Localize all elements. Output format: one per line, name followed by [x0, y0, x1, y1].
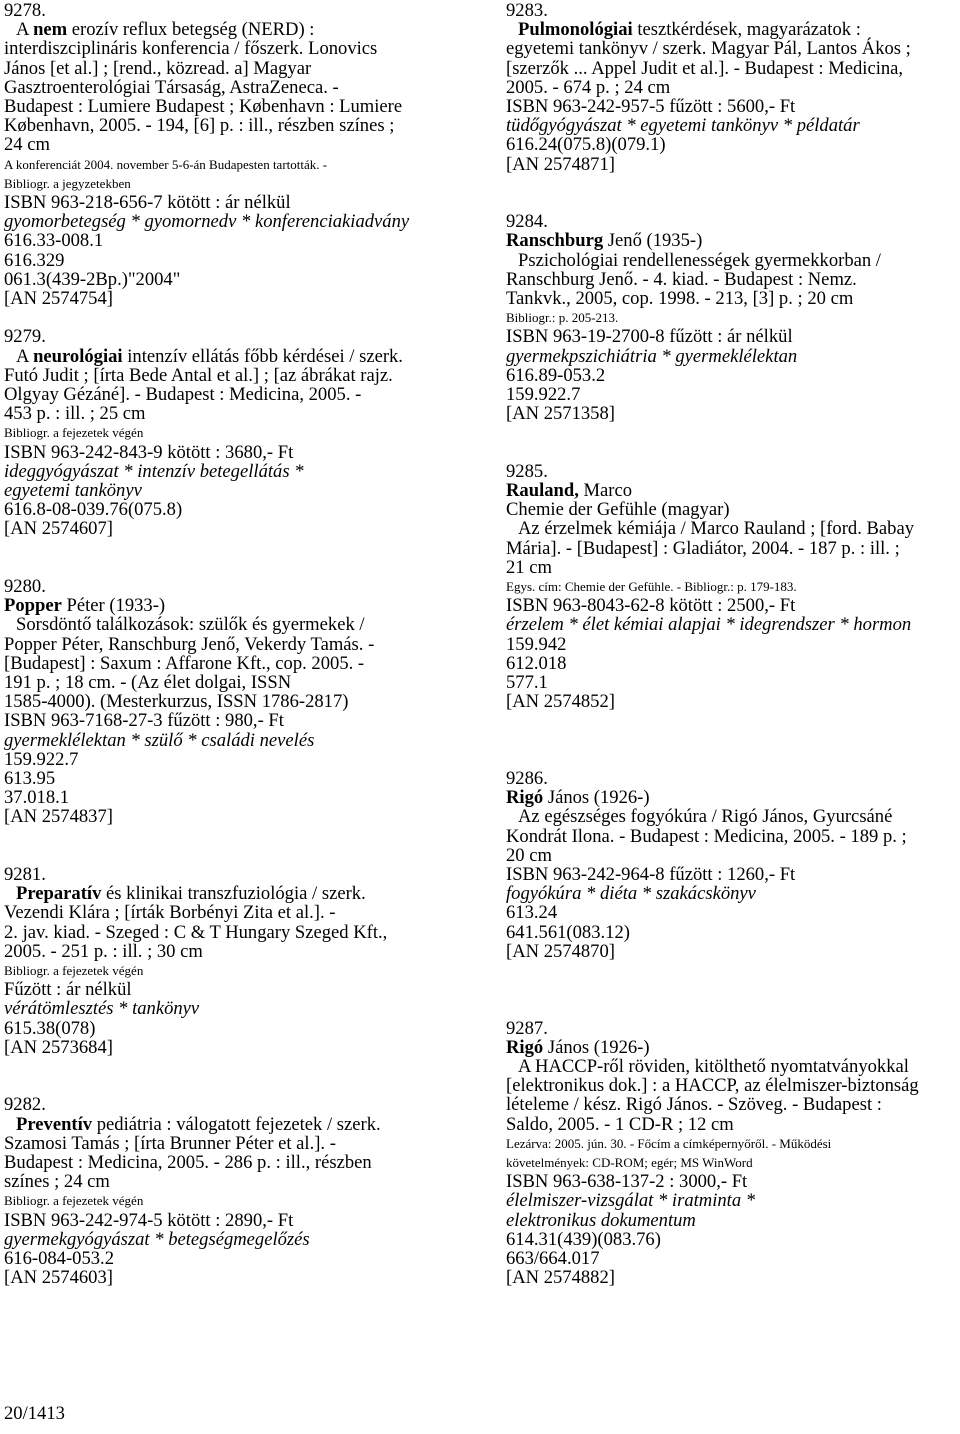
text-fragment: 616.8-08-039.76(075.8) [4, 499, 183, 521]
entry-line [506, 135, 958, 154]
text-fragment: lételeme / kész. Rigó János. - Szöveg. - Budapest : [506, 1094, 882, 1116]
entry-line [4, 884, 474, 903]
text-fragment: követelmények: CD-ROM; egér; MS WinWord [506, 1155, 753, 1171]
entry-line [4, 231, 474, 250]
text-fragment: 2005. - 674 p. ; 24 cm [506, 76, 671, 98]
entry-line [506, 78, 958, 97]
entry-number: 9281. [4, 864, 46, 886]
text-fragment: Bibliogr. a fejezetek végén [4, 425, 144, 441]
entry-line [4, 500, 474, 519]
text-fragment: Sorsdöntő találkozások: szülők és gyermekek / [16, 614, 365, 636]
text-fragment: A konferenciát 2004. november 5-6-án Budapesten tartották. - [4, 156, 328, 172]
entry-line [506, 942, 958, 961]
text-fragment: gyomorbetegség * gyomornedv * konferenciakiadvány [4, 211, 410, 233]
text-fragment: 21 cm [506, 556, 552, 578]
text-fragment: Bibliogr. a fejezetek végén [4, 963, 144, 979]
text-fragment: [AN 2574852] [506, 691, 615, 713]
entry-line [4, 289, 474, 308]
text-fragment: 641.561(083.12) [506, 921, 630, 943]
entry-line [4, 193, 474, 212]
entry-line [4, 385, 474, 404]
text-fragment: 616.329 [4, 249, 65, 271]
text-fragment: Az egészséges fogyókúra / Rigó János, Gyurcsáné [518, 806, 893, 828]
bibliographic-entry [4, 327, 474, 577]
text-fragment: Pszichológiai rendellenességek gyermekkorban / [518, 249, 881, 271]
text-fragment: 2. jav. kiad. - Szeged : C & T Hungary Szeged Kft., [4, 921, 388, 943]
entry-line [506, 1095, 958, 1114]
entry-line [4, 404, 474, 423]
text-fragment: intenzív ellátás főbb kérdései / szerk. [122, 345, 403, 367]
entry-line [506, 404, 958, 423]
entry-line [4, 980, 474, 999]
page-number: 20/1413 [4, 1403, 65, 1424]
entry-note [506, 1153, 958, 1172]
text-fragment: [szerzők ... Appel Judit et al.]. - Budapest : Medicina, [506, 57, 904, 79]
text-fragment: 453 p. : ill. ; 25 cm [4, 403, 146, 425]
entry-line [4, 251, 474, 270]
text-fragment: A HACCP-ről röviden, kitölthető nyomtatványokkal [518, 1056, 909, 1078]
bibliographic-entry [506, 1, 958, 212]
right-column [506, 1, 958, 1287]
text-fragment: Kondrát Ilona. - Budapest : Medicina, 2005. - 189 p. ; [506, 825, 907, 847]
text-fragment: [elektronikus dok.] : a HACCP, az élelmiszer-biztonság [506, 1075, 919, 1097]
text-fragment: [AN 2574871] [506, 153, 615, 175]
text-fragment: Popper Péter, Ranschburg Jenő, Vekerdy Tamás. - [4, 633, 375, 655]
entry-line [506, 692, 958, 711]
entry-spacer [4, 827, 474, 846]
text-fragment: 613.24 [506, 902, 558, 924]
entry-line [506, 673, 958, 692]
text-fragment: gyermeklélektan * szülő * családi nevelés [4, 729, 315, 751]
entry-line [506, 231, 958, 250]
entry-line [4, 270, 474, 289]
entry-heading-word: Preparatív [16, 883, 102, 905]
text-fragment: egyetemi tankönyv / szerk. Magyar Pál, Lantos Ákos ; [506, 38, 911, 60]
entry-line [4, 1268, 474, 1287]
text-fragment: Péter (1933-) [61, 595, 166, 617]
text-fragment: Ranschburg Jenő. - 4. kiad. - Budapest : Nemz. [506, 268, 857, 290]
text-fragment: Az érzelmek kémiája / Marco Rauland ; [ford. Babay [518, 518, 914, 540]
entry-subjects [506, 347, 958, 366]
entry-spacer [506, 174, 958, 193]
entry-subjects [506, 1191, 958, 1210]
entry-spacer [4, 558, 474, 577]
entry-heading-word: Ranschburg [506, 230, 604, 252]
text-fragment: 615.38(078) [4, 1017, 96, 1039]
text-fragment: 577.1 [506, 672, 548, 694]
entry-number: 9287. [506, 1017, 548, 1039]
text-fragment: Mária]. - [Budapest] : Gladiátor, 2004. - 187 p. : ill. ; [506, 537, 900, 559]
text-fragment: 612.018 [506, 652, 567, 674]
entry-line [506, 596, 958, 615]
entry-line [506, 289, 958, 308]
text-fragment: Fűzött : ár nélkül [4, 979, 132, 1001]
text-fragment: színes ; 24 cm [4, 1171, 110, 1193]
entry-line [506, 20, 958, 39]
entry-line [4, 788, 474, 807]
entry-line [4, 366, 474, 385]
entry-line [4, 807, 474, 826]
text-fragment: ISBN 963-242-957-5 fűzött : 5600,- Ft [506, 96, 796, 118]
entry-note [4, 174, 474, 193]
entry-spacer [506, 731, 958, 750]
entry-note [4, 961, 474, 980]
text-fragment: ISBN 963-242-964-8 fűzött : 1260,- Ft [506, 864, 796, 886]
entry-line [506, 635, 958, 654]
text-fragment: pediátria : válogatott fejezetek / szerk. [92, 1113, 381, 1135]
entry-line [4, 1249, 474, 1268]
entry-line [506, 1057, 958, 1076]
entry-line [506, 1115, 958, 1134]
text-fragment: ISBN 963-7168-27-3 fűzött : 980,- Ft [4, 710, 284, 732]
entry-line [506, 500, 958, 519]
text-fragment: erozív reflux betegség (NERD) : [67, 19, 315, 41]
entry-spacer [506, 193, 958, 212]
text-fragment: János (1926-) [543, 787, 650, 809]
entry-line [506, 39, 958, 58]
entry-heading-word: nem [33, 19, 68, 41]
entry-spacer [4, 1057, 474, 1076]
entry-subjects [4, 481, 474, 500]
entry-spacer [506, 961, 958, 980]
text-fragment: ISBN 963-638-137-2 : 3000,- Ft [506, 1171, 748, 1193]
text-fragment: tüdőgyógyászat * egyetemi tankönyv * példatár [506, 115, 860, 137]
text-fragment: 613.95 [4, 768, 56, 790]
text-fragment: 1585-4000). (Mesterkurzus, ISSN 1786-2817) [4, 691, 349, 713]
entry-line [506, 654, 958, 673]
text-fragment: ISBN 963-242-974-5 kötött : 2890,- Ft [4, 1209, 294, 1231]
text-fragment: ISBN 963-19-2700-8 fűzött : ár nélkül [506, 326, 793, 348]
entry-line [4, 654, 474, 673]
text-fragment: 614.31(439)(083.76) [506, 1228, 661, 1250]
bibliographic-entry [506, 769, 958, 1019]
text-fragment: gyermekpszichiátria * gyermeklélektan [506, 345, 798, 367]
entry-note [506, 1134, 958, 1153]
entry-note [506, 577, 958, 596]
text-fragment: Chemie der Gefühle (magyar) [506, 499, 730, 521]
text-fragment: egyetemi tankönyv [4, 480, 142, 502]
entry-line [4, 769, 474, 788]
text-fragment: [AN 2574837] [4, 806, 113, 828]
entry-line [4, 519, 474, 538]
entry-heading-word: Rauland, [506, 480, 579, 502]
entry-line [4, 97, 474, 116]
text-fragment: A [16, 19, 34, 41]
entry-line [506, 1249, 958, 1268]
entry-subjects [4, 1230, 474, 1249]
entry-heading-word: Pulmonológiai [518, 19, 633, 41]
text-fragment: Olgyay Gézáné]. - Budapest : Medicina, 2005. - [4, 384, 362, 406]
entry-subjects [4, 462, 474, 481]
text-fragment: 191 p. ; 18 cm. - (Az élet dolgai, ISSN [4, 672, 292, 694]
entry-note [506, 308, 958, 327]
entry-line [506, 827, 958, 846]
entry-line [4, 39, 474, 58]
entry-spacer [506, 443, 958, 462]
entry-line [4, 923, 474, 942]
entry-number: 9279. [4, 326, 46, 348]
text-fragment: 663/664.017 [506, 1248, 600, 1270]
text-fragment: Bibliogr. a fejezetek végén [4, 1193, 144, 1209]
bibliographic-entry [4, 1, 474, 327]
entry-line [4, 78, 474, 97]
text-fragment: [AN 2574882] [506, 1267, 615, 1289]
entry-line [4, 1115, 474, 1134]
entry-line [4, 711, 474, 730]
text-fragment: Gasztroenterológiai Társaság, AstraZeneca. - [4, 76, 339, 98]
text-fragment: 616-084-053.2 [4, 1248, 115, 1270]
entry-spacer [506, 423, 958, 442]
entry-line [4, 116, 474, 135]
entry-line [4, 1172, 474, 1191]
entry-line [4, 750, 474, 769]
text-fragment: 616.33-008.1 [4, 230, 104, 252]
text-fragment: Bibliogr.: p. 205-213. [506, 310, 619, 326]
text-fragment: [AN 2574870] [506, 940, 615, 962]
entry-note [4, 155, 474, 174]
bibliographic-entry [506, 462, 958, 769]
entry-line [506, 846, 958, 865]
text-fragment: 20 cm [506, 844, 552, 866]
text-fragment: tesztkérdések, magyarázatok : [632, 19, 861, 41]
entry-line [506, 1038, 958, 1057]
text-fragment: János [et al.] ; [rend., közread. a] Magyar [4, 57, 312, 79]
entry-number: 9286. [506, 768, 548, 790]
text-fragment: Lezárva: 2005. jún. 30. - Főcím a címképernyőről. - Működési [506, 1135, 832, 1151]
entry-line [506, 903, 958, 922]
text-fragment: ISBN 963-242-843-9 kötött : 3680,- Ft [4, 441, 294, 463]
text-fragment: A [16, 345, 34, 367]
bibliographic-entry [4, 865, 474, 1095]
text-fragment: interdiszciplináris konferencia / főszerk. Lonovics [4, 38, 378, 60]
entry-subjects [506, 615, 958, 634]
entry-line [506, 1172, 958, 1191]
text-fragment: København, 2005. - 194, [6] p. : ill., részben színes ; [4, 115, 395, 137]
entry-number: 9284. [506, 211, 548, 233]
entry-line [4, 1153, 474, 1172]
entry-line [506, 1076, 958, 1095]
entry-note [4, 1191, 474, 1210]
entry-subjects [4, 212, 474, 231]
entry-line [4, 20, 474, 39]
text-fragment: 24 cm [4, 134, 50, 156]
text-fragment: Budapest : Lumiere Budapest ; København : Lumiere [4, 96, 403, 118]
entry-line [506, 923, 958, 942]
entry-heading-word: Rigó [506, 787, 544, 809]
entry-heading-word: Rigó [506, 1036, 544, 1058]
bibliographic-entry [4, 577, 474, 865]
text-fragment: ISBN 963-218-656-7 kötött : ár nélkül [4, 192, 291, 214]
entry-subjects [4, 999, 474, 1018]
text-fragment: 159.922.7 [506, 384, 581, 406]
entry-heading-word: Preventív [16, 1113, 93, 1135]
text-fragment: Egys. cím: Chemie der Gefühle. - Bibliogr.: p. 179-183. [506, 579, 797, 595]
text-fragment: 061.3(439-2Bp.)"2004" [4, 268, 181, 290]
text-fragment: vérátömlesztés * tankönyv [4, 998, 200, 1020]
entry-line [4, 673, 474, 692]
entry-line [4, 1019, 474, 1038]
text-fragment: [AN 2574603] [4, 1267, 113, 1289]
entry-line [506, 788, 958, 807]
entry-line [4, 1038, 474, 1057]
entry-line [4, 1134, 474, 1153]
text-fragment: 2005. - 251 p. : ill. ; 30 cm [4, 940, 203, 962]
entry-line [506, 807, 958, 826]
entry-line [506, 1230, 958, 1249]
text-fragment: elektronikus dokumentum [506, 1209, 696, 1231]
text-fragment: gyermekgyógyászat * betegségmegelőzés [4, 1228, 310, 1250]
entry-subjects [506, 884, 958, 903]
entry-line [4, 615, 474, 634]
entry-line [506, 270, 958, 289]
entry-spacer [4, 539, 474, 558]
entry-spacer [506, 750, 958, 769]
entry-line [4, 347, 474, 366]
text-fragment: 616.24(075.8)(079.1) [506, 134, 666, 156]
entry-line [506, 385, 958, 404]
entry-line [4, 596, 474, 615]
bibliographic-entry [506, 212, 958, 462]
text-fragment: 616.89-053.2 [506, 364, 606, 386]
text-fragment: [Budapest] : Saxum : Affarone Kft., cop. 2005. - [4, 652, 365, 674]
entry-spacer [506, 999, 958, 1018]
text-fragment: ideggyógyászat * intenzív betegellátás * [4, 460, 304, 482]
text-fragment: [AN 2574754] [4, 288, 113, 310]
entry-spacer [4, 308, 474, 327]
text-fragment: Saldo, 2005. - 1 CD-R ; 12 cm [506, 1113, 734, 1135]
entry-spacer [506, 980, 958, 999]
text-fragment: Jenő (1935-) [603, 230, 703, 252]
entry-line [506, 539, 958, 558]
entry-line [506, 366, 958, 385]
text-fragment: Tankvk., 2005, cop. 1998. - 213, [3] p. ; 20 cm [506, 288, 854, 310]
entry-line [4, 59, 474, 78]
entry-spacer [4, 846, 474, 865]
entry-line [4, 942, 474, 961]
text-fragment: Szamosi Tamás ; [írta Brunner Péter et al.]. - [4, 1132, 336, 1154]
entry-line [506, 519, 958, 538]
entry-line [506, 558, 958, 577]
text-fragment: Futó Judit ; [írta Bede Antal et al.] ; [az ábrákat rajz. [4, 364, 393, 386]
entry-number: 9282. [4, 1094, 46, 1116]
text-fragment: 37.018.1 [4, 787, 70, 809]
text-fragment: [AN 2574607] [4, 518, 113, 540]
entry-subjects [506, 116, 958, 135]
text-fragment: és klinikai transzfuziológia / szerk. [101, 883, 366, 905]
entry-spacer [506, 711, 958, 730]
entry-line [4, 635, 474, 654]
entry-note [4, 423, 474, 442]
text-fragment: János (1926-) [543, 1036, 650, 1058]
entry-line [506, 1268, 958, 1287]
left-column [4, 1, 474, 1288]
text-fragment: 159.922.7 [4, 748, 79, 770]
entry-number: 9283. [506, 0, 548, 21]
bibliographic-entry [506, 1019, 958, 1288]
entry-number: 9285. [506, 460, 548, 482]
entry-line [4, 903, 474, 922]
entry-line [506, 251, 958, 270]
entry-number: 9280. [4, 576, 46, 598]
entry-line [506, 865, 958, 884]
text-fragment: fogyókúra * diéta * szakácskönyv [506, 883, 756, 905]
text-fragment: Bibliogr. a jegyzetekben [4, 175, 131, 191]
entry-line [506, 327, 958, 346]
entry-heading-word: Popper [4, 595, 62, 617]
entry-line [506, 59, 958, 78]
text-fragment: Marco [578, 480, 633, 502]
entry-spacer [4, 1076, 474, 1095]
text-fragment: [AN 2573684] [4, 1036, 113, 1058]
text-fragment: Vezendi Klára ; [írták Borbényi Zita et al.]. - [4, 902, 336, 924]
entry-line [4, 692, 474, 711]
text-fragment: Budapest : Medicina, 2005. - 286 p. : ill., részben [4, 1152, 372, 1174]
text-fragment: élelmiszer-vizsgálat * iratminta * [506, 1190, 756, 1212]
entry-line [506, 481, 958, 500]
text-fragment: érzelem * élet kémiai alapjai * idegrendszer * hormon [506, 614, 912, 636]
entry-number: 9278. [4, 0, 46, 21]
entry-line [4, 443, 474, 462]
entry-line [4, 135, 474, 154]
text-fragment: 159.942 [506, 633, 567, 655]
entry-subjects [4, 731, 474, 750]
entry-line [506, 155, 958, 174]
entry-line [506, 97, 958, 116]
text-fragment: ISBN 963-8043-62-8 kötött : 2500,- Ft [506, 595, 796, 617]
entry-heading-word: neurológiai [33, 345, 123, 367]
text-fragment: [AN 2571358] [506, 403, 615, 425]
entry-subjects [506, 1211, 958, 1230]
entry-line [4, 1211, 474, 1230]
bibliographic-entry [4, 1095, 474, 1287]
